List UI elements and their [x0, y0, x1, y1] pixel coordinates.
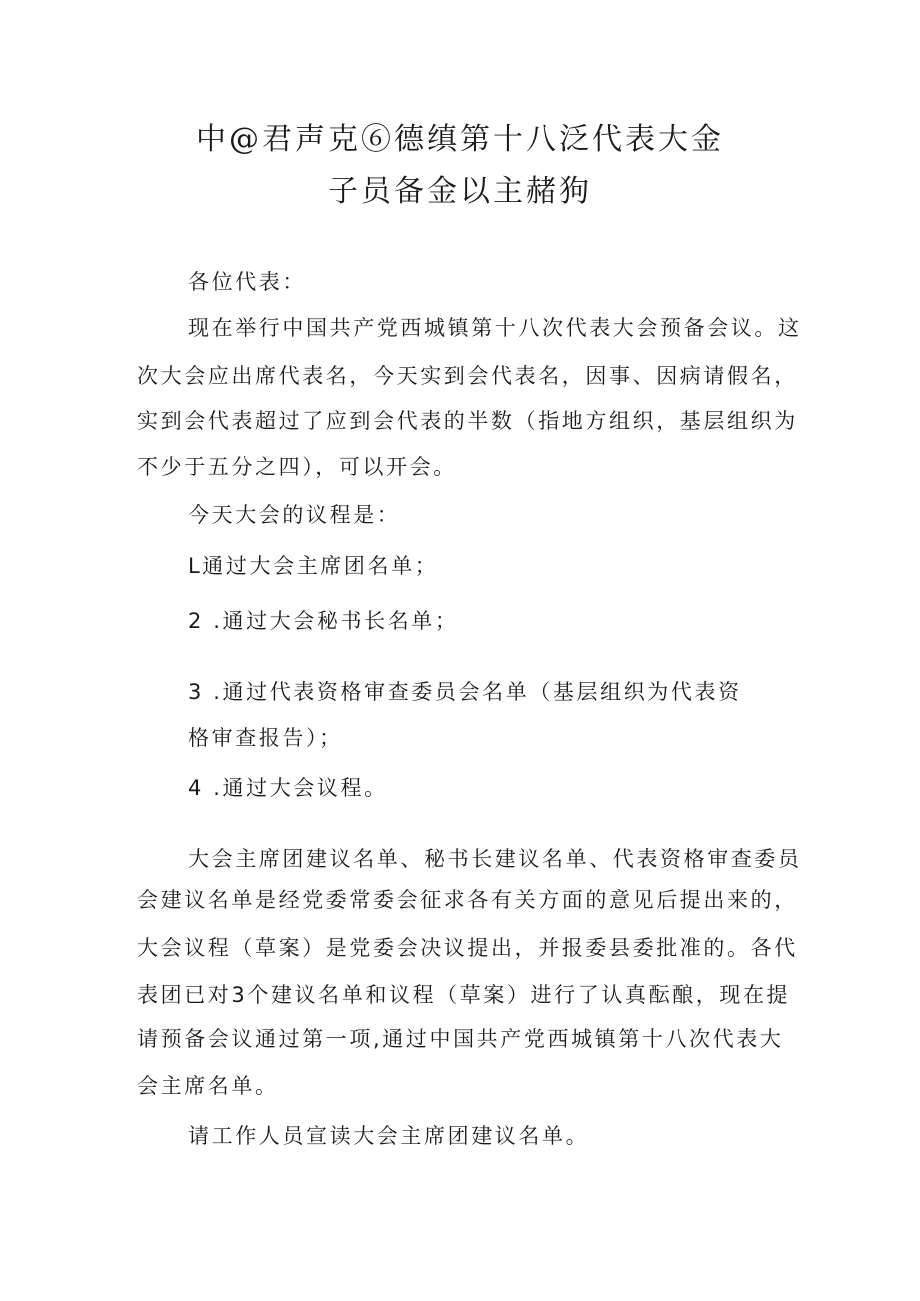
paragraph-1-line-1: 现在举行中国共产党西城镇第十八次代表大会预备会议。这	[188, 316, 802, 340]
salutation: 各位代表：	[188, 270, 306, 294]
paragraph-2-line-4: 表团已对3个建议名单和议程（草案）进行了认真酝酿，现在提	[137, 983, 791, 1007]
agenda-intro: 今天大会的议程是：	[188, 503, 401, 527]
paragraph-2-line-2: 会建议名单是经党委常委会征求各有关方面的意见后提出来的，	[137, 888, 798, 912]
paragraph-1-line-4: 不少于五分之四），可以开会。	[137, 455, 457, 479]
paragraph-1-line-3: 实到会代表超过了应到会代表的半数（指地方组织，基层组织为	[137, 409, 798, 433]
agenda-item-4: 4 .通过大会议程。	[188, 776, 388, 800]
title-line-1: 中@君声克⑥德缜第十八泛代表大金	[196, 122, 724, 157]
closing-line: 请工作人员宣读大会主席团建议名单。	[188, 1124, 590, 1148]
agenda-item-2: 2 .通过大会秘书长名单；	[188, 609, 459, 633]
agenda-item-3: 3 .通过代表资格审查委员会名单（基层组织为代表资	[188, 680, 742, 704]
title-line-2: 子员备金以主赭狗	[328, 174, 592, 209]
paragraph-2-line-3: 大会议程（草案）是党委会决议提出，并报委县委批准的。各代	[137, 936, 798, 960]
agenda-item-1: L通过大会主席团名单；	[188, 554, 439, 578]
paragraph-2-line-1: 大会主席团建议名单、秘书长建议名单、代表资格审查委员	[188, 847, 802, 871]
paragraph-2-line-5: 请预备会议通过第一项,通过中国共产党西城镇第十八次代表大	[137, 1027, 784, 1051]
paragraph-1-line-2: 次大会应出席代表名，今天实到会代表名，因事、因病请假名，	[137, 364, 798, 388]
agenda-item-3-continued: 格审查报告）；	[188, 726, 343, 750]
paragraph-2-line-6: 会主席名单。	[137, 1074, 279, 1098]
